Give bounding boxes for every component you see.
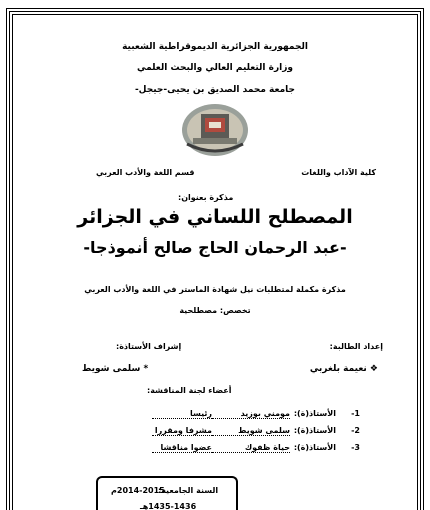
committee-row [70, 439, 360, 456]
committee-member-name: حياة ظفوك [212, 443, 290, 453]
committee-title: الأستاذ(ة): [293, 443, 336, 452]
degree-note: مذكرة مكملة لمتطلبات نيل شهادة الماستر في اللغة والأدب العربي [84, 285, 346, 294]
committee-num: 1- [351, 409, 360, 418]
faculty-name: كلية الآداب واللغات [301, 168, 376, 177]
student-name: ❖ نعيمة بلغربي [309, 364, 378, 374]
supervisor-label: إشراف الأستاذة: [116, 342, 182, 351]
committee-member-name: سلمى شويط [212, 426, 290, 436]
committee-title: الأستاذ(ة): [293, 409, 336, 418]
thesis-title: المصطلح اللساني في الجزائر [77, 206, 353, 228]
committee-label: أعضاء لجنة المناقشة: [147, 386, 232, 395]
prepared-by-label: إعداد الطالبة: [329, 342, 383, 351]
academic-year-label: السنة الجامعية: [158, 486, 219, 495]
committee-role: مشرفا ومقررا [152, 426, 212, 436]
university-name: جامعة محمد الصديق بن يحيى-جيجل- [134, 85, 296, 95]
committee-row [70, 422, 360, 439]
committee-role: رئيسا [152, 409, 212, 419]
department-name: قسم اللغة والأدب العربي [96, 168, 195, 177]
ministry-name: وزارة التعليم العالي والبحث العلمي [136, 63, 294, 73]
committee-table [70, 405, 360, 456]
committee-num: 2- [351, 426, 360, 435]
supervisor-name: * سلمى شويط [82, 364, 149, 374]
committee-num: 3- [351, 443, 360, 452]
committee-member-name: مومني بوزيد [212, 409, 290, 419]
academic-year: 2014-2015م [111, 486, 165, 495]
committee-row [70, 405, 360, 422]
thesis-subtitle: -عبد الرحمان الحاج صالح أنموذجا- [83, 238, 347, 257]
specialty: تخصص: مصطلحية [179, 306, 251, 315]
committee-title: الأستاذ(ة): [293, 426, 336, 435]
committee-role: عضوا مناقشا [152, 443, 212, 453]
hijri-year: 1435-1436هـ [140, 502, 197, 510]
university-seal-icon [179, 100, 251, 158]
republic-name: الجمهورية الجزائرية الديموقراطية الشعبية [122, 42, 308, 52]
memo-label: مذكرة بعنوان: [178, 193, 234, 202]
